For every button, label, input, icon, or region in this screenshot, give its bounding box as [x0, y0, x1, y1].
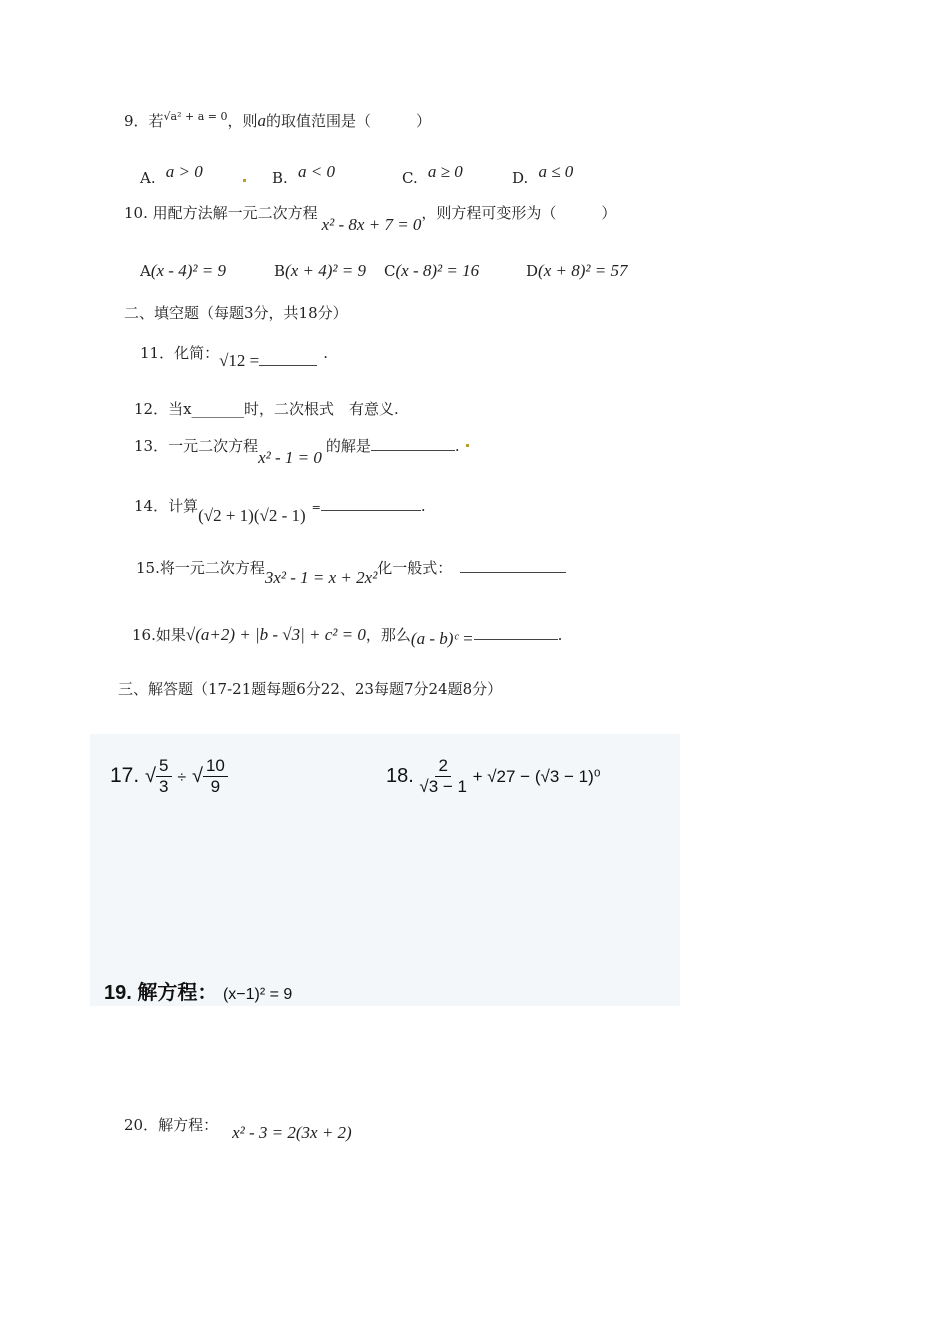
q9-mid: ，则 — [227, 112, 258, 130]
q13-answer-blank[interactable] — [371, 436, 455, 451]
q10-equation: x² - 8x + 7 = 0 — [321, 215, 422, 234]
q13-tail: 的解是 — [325, 437, 371, 455]
q9-option-b: B. a < 0 — [272, 162, 335, 187]
q11-answer-blank[interactable] — [259, 351, 317, 366]
question-19 — [104, 976, 292, 1005]
section-2-title: 二、填空题（每题3分，共18分） — [124, 304, 348, 322]
q16-expr: (a - b)ᶜ = — [410, 629, 474, 648]
q14-end: . — [420, 497, 426, 515]
q19-equation: (x−1)² = 9 — [222, 986, 293, 1003]
q13-label: 13．一元二次方程 — [134, 437, 259, 455]
question-13 — [134, 435, 460, 467]
q11-expr: √12 = — [219, 351, 260, 370]
ink-dot — [466, 444, 469, 447]
section-3-title: 三、解答题（17-21题每题6分22、23每题7分24题8分） — [118, 680, 503, 698]
q18-rest: + √27 − (√3 − 1)⁰ — [472, 766, 601, 786]
q10-option-d: D(x + 8)² = 57 — [526, 261, 628, 280]
q11-end: . — [323, 344, 329, 362]
q13-equation: x² - 1 = 0 — [258, 448, 322, 467]
q9-condition: √a² + a = 0 — [163, 110, 228, 123]
q16-condition: √(a+2) + |b - √3| + c² = 0 — [185, 625, 366, 644]
q17-operator: ÷ — [177, 769, 187, 787]
question-18 — [386, 756, 601, 797]
q10-option-b: B(x + 4)² = 9 — [274, 261, 366, 280]
question-11 — [140, 342, 329, 370]
q15-equation: 3x² - 1 = x + 2x² — [264, 568, 378, 587]
q10-label: 10. 用配方法解一元二次方程 — [124, 204, 318, 222]
q16-label: 16.如果 — [132, 626, 186, 644]
q19-label: 19. — [104, 982, 132, 1004]
q17-label: 17. — [110, 764, 140, 788]
q15-tail: 化一般式： — [377, 559, 453, 577]
q19-title: 解方程： — [137, 982, 218, 1004]
question-17: 17. √ $\frac{5}{3}$ ÷ √ $\frac{10}{9}$ — [110, 756, 228, 797]
q14-equals: = — [311, 501, 321, 514]
q15-label: 15.将一元二次方程 — [136, 559, 265, 577]
q16-end: . — [557, 626, 563, 644]
q10-options — [140, 261, 660, 285]
ink-dot — [243, 179, 246, 182]
q9-label: 9．若 — [124, 112, 164, 130]
q17-fraction-1: $\frac{5}{3}$ — [156, 756, 171, 797]
question-9 — [124, 110, 431, 131]
q14-answer-blank[interactable] — [321, 496, 421, 511]
question-15 — [136, 557, 566, 587]
q20-equation: x² - 3 = 2(3x + 2) — [232, 1123, 352, 1142]
q9-option-c: C. a ≥ 0 — [402, 162, 463, 187]
question-20 — [124, 1114, 352, 1142]
q9-tail: 的取值范围是（ ） — [266, 112, 432, 130]
question-12: 12．当x_______时，二次根式 有意义. — [134, 400, 399, 418]
q17-fraction-2: $\frac{10}{9}$ — [203, 756, 228, 797]
q16-answer-blank[interactable] — [474, 625, 558, 640]
q14-expr: (√2 + 1)(√2 - 1) — [198, 506, 306, 525]
q9-var: a — [257, 111, 267, 130]
q9-option-d: D. a ≤ 0 — [512, 162, 574, 187]
q10-tail: ，则方程可变形为（ ） — [421, 204, 617, 222]
q14-label: 14．计算 — [134, 497, 199, 515]
q20-label: 20．解方程： — [124, 1116, 219, 1134]
q13-end: . — [454, 437, 460, 455]
question-16 — [132, 624, 563, 648]
question-10 — [124, 202, 617, 234]
question-14 — [134, 495, 426, 525]
q16-mid: ，那么 — [365, 626, 411, 644]
q18-fraction: $\frac{2}{√3 - 1}$ — [419, 756, 467, 796]
q9-option-a: A. a > 0 — [140, 162, 203, 187]
q18-label: 18. — [386, 764, 414, 787]
q15-answer-blank[interactable] — [460, 558, 566, 573]
q10-option-a: A(x - 4)² = 9 — [140, 261, 226, 280]
q11-label: 11．化简： — [140, 344, 220, 362]
q10-option-c: C(x - 8)² = 16 — [384, 261, 480, 280]
scanned-problems-image — [90, 734, 680, 1006]
